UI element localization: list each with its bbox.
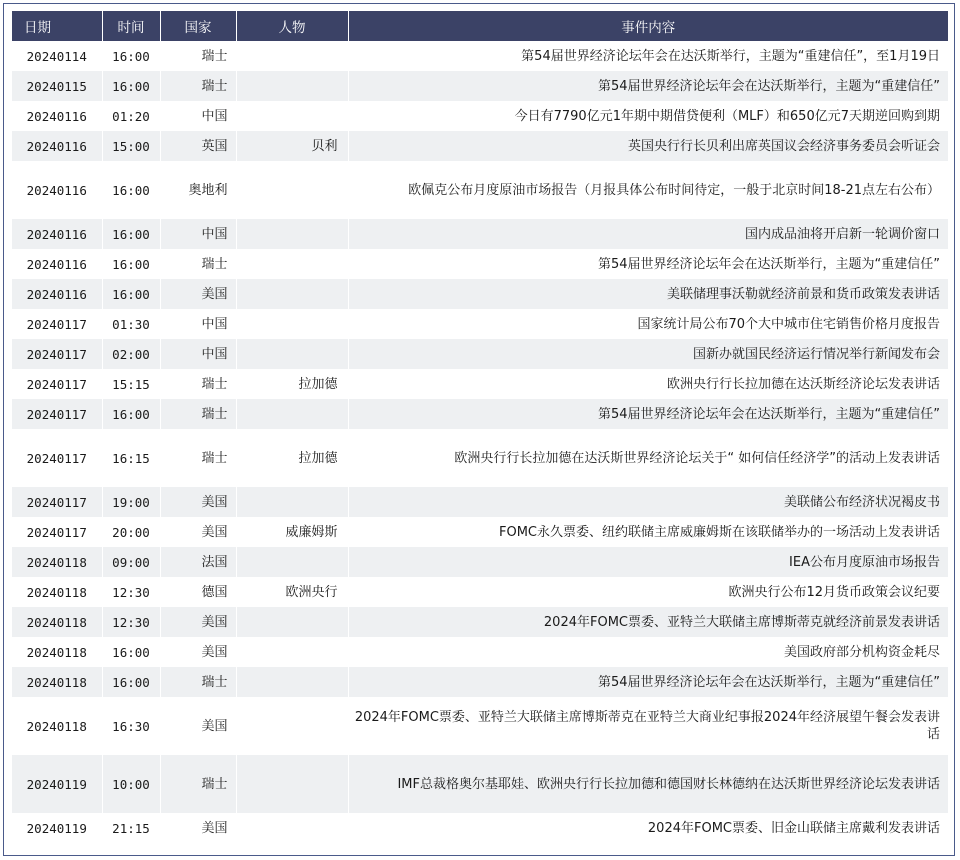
table-row bbox=[12, 697, 948, 755]
date-cell: 20240117 bbox=[12, 309, 102, 339]
country-cell: 美国 bbox=[160, 637, 236, 667]
country-cell: 美国 bbox=[160, 279, 236, 309]
person-cell bbox=[236, 667, 348, 697]
country-cell: 瑞士 bbox=[160, 399, 236, 429]
date-cell: 20240118 bbox=[12, 577, 102, 607]
person-cell bbox=[236, 161, 348, 219]
date-cell: 20240116 bbox=[12, 219, 102, 249]
event-cell: IMF总裁格奥尔基耶娃、欧洲央行行长拉加德和德国财长林德纳在达沃斯世界经济论坛发表讲话 bbox=[348, 755, 948, 813]
table-row bbox=[12, 131, 948, 161]
time-cell: 16:00 bbox=[102, 71, 160, 101]
event-cell: 第54届世界经济论坛年会在达沃斯举行，主题为“重建信任” bbox=[348, 249, 948, 279]
event-cell: 国新办就国民经济运行情况举行新闻发布会 bbox=[348, 339, 948, 369]
table-row bbox=[12, 577, 948, 607]
person-cell: 贝利 bbox=[236, 131, 348, 161]
table-row bbox=[12, 101, 948, 131]
person-cell: 欧洲央行 bbox=[236, 577, 348, 607]
time-cell: 16:00 bbox=[102, 41, 160, 71]
date-cell: 20240115 bbox=[12, 71, 102, 101]
country-cell: 美国 bbox=[160, 487, 236, 517]
table-row bbox=[12, 667, 948, 697]
date-cell: 20240116 bbox=[12, 131, 102, 161]
time-cell: 16:00 bbox=[102, 161, 160, 219]
header-event: 事件内容 bbox=[348, 11, 948, 41]
table-row bbox=[12, 399, 948, 429]
country-cell: 中国 bbox=[160, 101, 236, 131]
time-cell: 20:00 bbox=[102, 517, 160, 547]
person-cell bbox=[236, 547, 348, 577]
country-cell: 德国 bbox=[160, 577, 236, 607]
person-cell bbox=[236, 637, 348, 667]
date-cell: 20240117 bbox=[12, 369, 102, 399]
country-cell: 瑞士 bbox=[160, 71, 236, 101]
time-cell: 15:15 bbox=[102, 369, 160, 399]
person-cell: 拉加德 bbox=[236, 429, 348, 487]
table-row bbox=[12, 755, 948, 813]
date-cell: 20240119 bbox=[12, 755, 102, 813]
time-cell: 16:00 bbox=[102, 667, 160, 697]
date-cell: 20240117 bbox=[12, 429, 102, 487]
person-cell bbox=[236, 697, 348, 755]
person-cell bbox=[236, 41, 348, 71]
table-row bbox=[12, 249, 948, 279]
country-cell: 美国 bbox=[160, 607, 236, 637]
country-cell: 中国 bbox=[160, 219, 236, 249]
country-cell: 美国 bbox=[160, 517, 236, 547]
person-cell bbox=[236, 487, 348, 517]
date-cell: 20240117 bbox=[12, 517, 102, 547]
date-cell: 20240116 bbox=[12, 161, 102, 219]
person-cell bbox=[236, 309, 348, 339]
country-cell: 瑞士 bbox=[160, 249, 236, 279]
table-row bbox=[12, 547, 948, 577]
table-row bbox=[12, 813, 948, 843]
event-cell: 欧洲央行行长拉加德在达沃斯世界经济论坛关于“ 如何信任经济学”的活动上发表讲话 bbox=[348, 429, 948, 487]
table-row bbox=[12, 279, 948, 309]
time-cell: 12:30 bbox=[102, 607, 160, 637]
country-cell: 美国 bbox=[160, 813, 236, 843]
time-cell: 01:20 bbox=[102, 101, 160, 131]
time-cell: 16:00 bbox=[102, 637, 160, 667]
person-cell bbox=[236, 219, 348, 249]
table-row bbox=[12, 71, 948, 101]
header-time: 时间 bbox=[102, 11, 160, 41]
event-cell: 2024年FOMC票委、亚特兰大联储主席博斯蒂克就经济前景发表讲话 bbox=[348, 607, 948, 637]
table-row bbox=[12, 517, 948, 547]
person-cell bbox=[236, 101, 348, 131]
country-cell: 瑞士 bbox=[160, 41, 236, 71]
person-cell bbox=[236, 279, 348, 309]
event-cell: 第54届世界经济论坛年会在达沃斯举行，主题为“重建信任” bbox=[348, 399, 948, 429]
event-cell: 2024年FOMC票委、亚特兰大联储主席博斯蒂克在亚特兰大商业纪事报2024年经济展望午餐会发表讲话 bbox=[348, 697, 948, 755]
event-cell: IEA公布月度原油市场报告 bbox=[348, 547, 948, 577]
date-cell: 20240116 bbox=[12, 249, 102, 279]
event-cell: 欧洲央行行长拉加德在达沃斯经济论坛发表讲话 bbox=[348, 369, 948, 399]
date-cell: 20240114 bbox=[12, 41, 102, 71]
header-country: 国家 bbox=[160, 11, 236, 41]
time-cell: 16:00 bbox=[102, 249, 160, 279]
event-cell: FOMC永久票委、纽约联储主席威廉姆斯在该联储举办的一场活动上发表讲话 bbox=[348, 517, 948, 547]
country-cell: 美国 bbox=[160, 697, 236, 755]
date-cell: 20240118 bbox=[12, 637, 102, 667]
country-cell: 瑞士 bbox=[160, 369, 236, 399]
country-cell: 奥地利 bbox=[160, 161, 236, 219]
person-cell bbox=[236, 339, 348, 369]
date-cell: 20240116 bbox=[12, 279, 102, 309]
event-cell: 第54届世界经济论坛年会在达沃斯举行，主题为“重建信任” bbox=[348, 71, 948, 101]
time-cell: 16:00 bbox=[102, 219, 160, 249]
time-cell: 12:30 bbox=[102, 577, 160, 607]
event-cell: 英国央行行长贝利出席英国议会经济事务委员会听证会 bbox=[348, 131, 948, 161]
time-cell: 01:30 bbox=[102, 309, 160, 339]
time-cell: 19:00 bbox=[102, 487, 160, 517]
date-cell: 20240118 bbox=[12, 697, 102, 755]
event-cell: 第54届世界经济论坛年会在达沃斯举行，主题为“重建信任”，至1月19日 bbox=[348, 41, 948, 71]
event-cell: 国家统计局公布70个大中城市住宅销售价格月度报告 bbox=[348, 309, 948, 339]
table-body bbox=[12, 41, 948, 843]
country-cell: 中国 bbox=[160, 339, 236, 369]
event-cell: 欧佩克公布月度原油市场报告（月报具体公布时间待定，一般于北京时间18-21点左右公布） bbox=[348, 161, 948, 219]
table-row bbox=[12, 429, 948, 487]
person-cell bbox=[236, 813, 348, 843]
table-row bbox=[12, 487, 948, 517]
date-cell: 20240117 bbox=[12, 487, 102, 517]
header-date: 日期 bbox=[12, 11, 102, 41]
country-cell: 法国 bbox=[160, 547, 236, 577]
event-cell: 2024年FOMC票委、旧金山联储主席戴利发表讲话 bbox=[348, 813, 948, 843]
country-cell: 瑞士 bbox=[160, 667, 236, 697]
event-cell: 美国政府部分机构资金耗尽 bbox=[348, 637, 948, 667]
event-cell: 国内成品油将开启新一轮调价窗口 bbox=[348, 219, 948, 249]
time-cell: 02:00 bbox=[102, 339, 160, 369]
time-cell: 16:00 bbox=[102, 279, 160, 309]
event-cell: 今日有7790亿元1年期中期借贷便利（MLF）和650亿元7天期逆回购到期 bbox=[348, 101, 948, 131]
table-row bbox=[12, 41, 948, 71]
event-cell: 美联储理事沃勒就经济前景和货币政策发表讲话 bbox=[348, 279, 948, 309]
time-cell: 16:15 bbox=[102, 429, 160, 487]
event-calendar-table bbox=[12, 11, 948, 843]
table-row bbox=[12, 219, 948, 249]
country-cell: 英国 bbox=[160, 131, 236, 161]
time-cell: 10:00 bbox=[102, 755, 160, 813]
person-cell: 拉加德 bbox=[236, 369, 348, 399]
date-cell: 20240118 bbox=[12, 607, 102, 637]
time-cell: 09:00 bbox=[102, 547, 160, 577]
person-cell bbox=[236, 399, 348, 429]
country-cell: 瑞士 bbox=[160, 755, 236, 813]
date-cell: 20240118 bbox=[12, 667, 102, 697]
table-row bbox=[12, 339, 948, 369]
time-cell: 21:15 bbox=[102, 813, 160, 843]
date-cell: 20240118 bbox=[12, 547, 102, 577]
date-cell: 20240117 bbox=[12, 339, 102, 369]
time-cell: 15:00 bbox=[102, 131, 160, 161]
country-cell: 瑞士 bbox=[160, 429, 236, 487]
table-row bbox=[12, 607, 948, 637]
table-row bbox=[12, 637, 948, 667]
person-cell bbox=[236, 71, 348, 101]
person-cell bbox=[236, 607, 348, 637]
time-cell: 16:00 bbox=[102, 399, 160, 429]
event-cell: 欧洲央行公布12月货币政策会议纪要 bbox=[348, 577, 948, 607]
table-row bbox=[12, 161, 948, 219]
person-cell bbox=[236, 755, 348, 813]
table-row bbox=[12, 309, 948, 339]
time-cell: 16:30 bbox=[102, 697, 160, 755]
date-cell: 20240116 bbox=[12, 101, 102, 131]
table-row bbox=[12, 369, 948, 399]
event-cell: 第54届世界经济论坛年会在达沃斯举行，主题为“重建信任” bbox=[348, 667, 948, 697]
date-cell: 20240119 bbox=[12, 813, 102, 843]
table-header bbox=[12, 11, 948, 41]
event-cell: 美联储公布经济状况褐皮书 bbox=[348, 487, 948, 517]
person-cell: 威廉姆斯 bbox=[236, 517, 348, 547]
date-cell: 20240117 bbox=[12, 399, 102, 429]
header-person: 人物 bbox=[236, 11, 348, 41]
country-cell: 中国 bbox=[160, 309, 236, 339]
person-cell bbox=[236, 249, 348, 279]
